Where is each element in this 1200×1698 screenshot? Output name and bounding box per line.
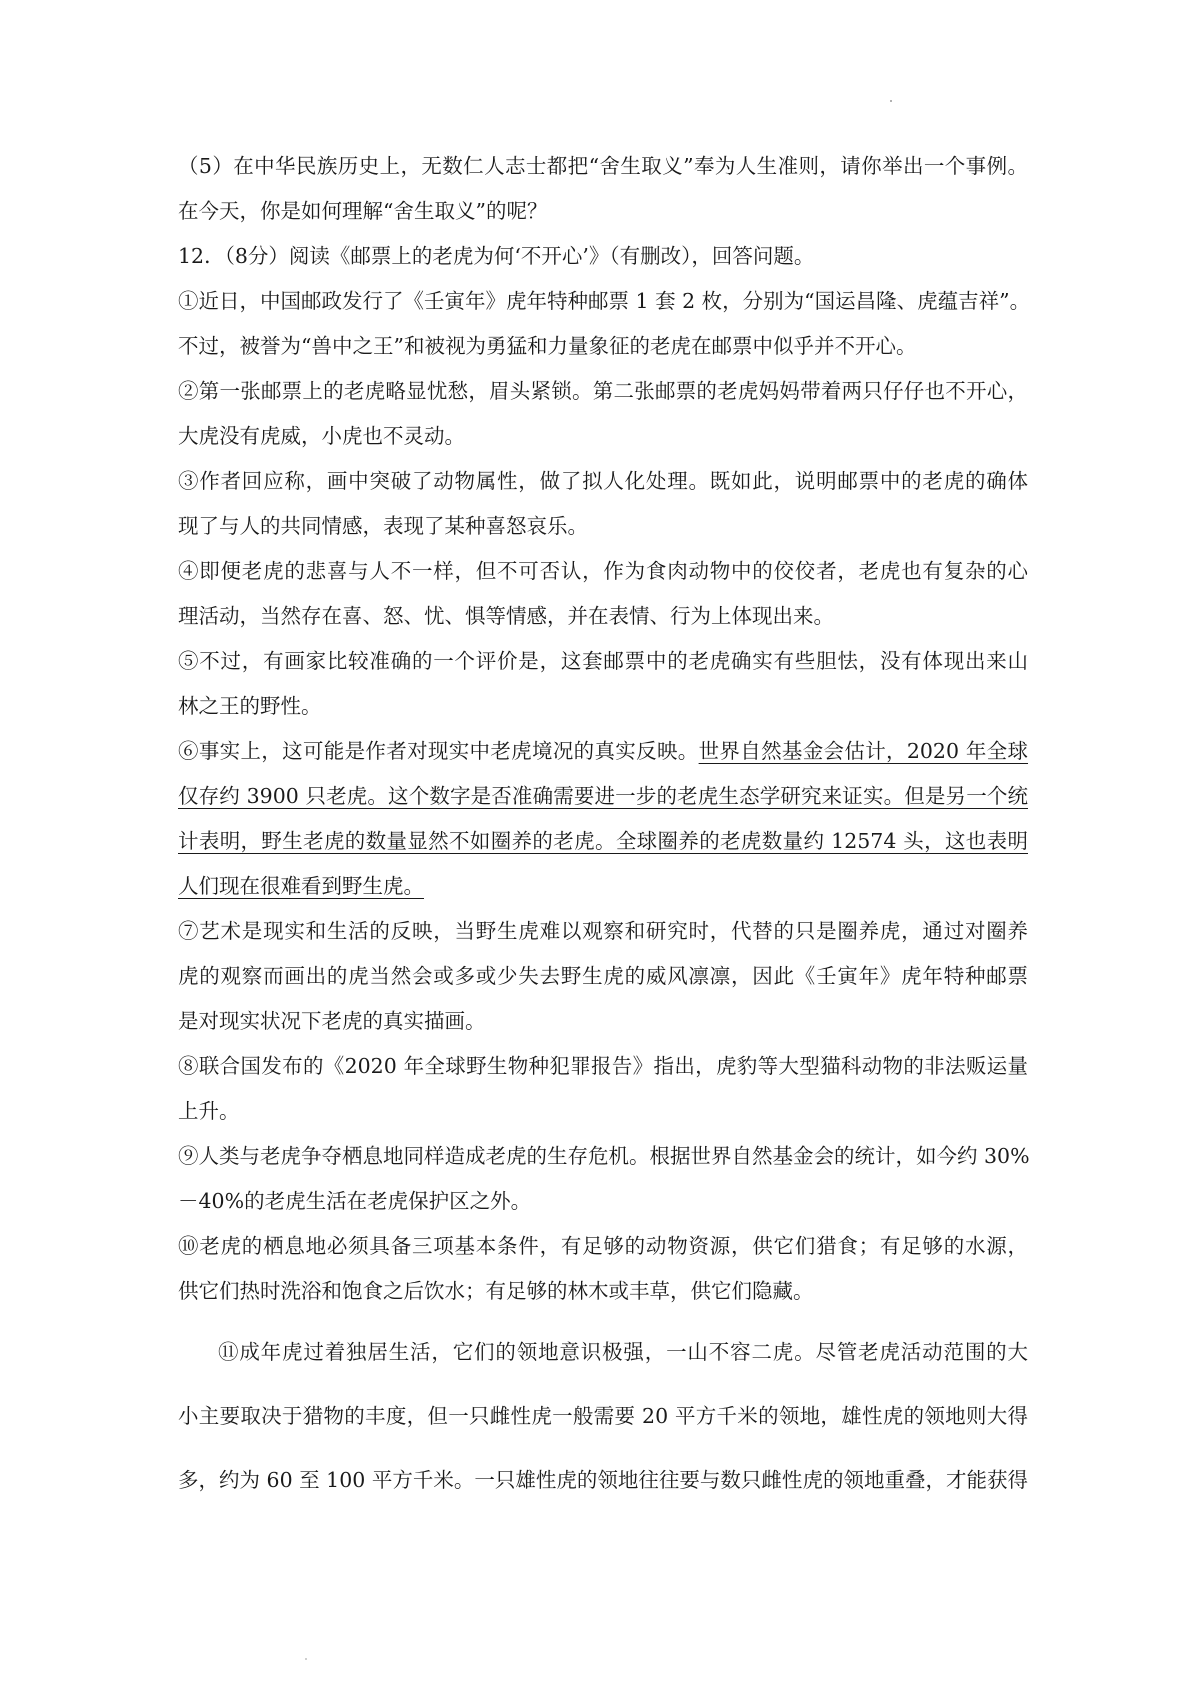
paragraph-5-line: ⑤不过，有画家比较准确的一个评价是，这套邮票中的老虎确实有些胆怯，没有体现出来山 bbox=[178, 649, 1028, 673]
paragraph-7-line: ⑦艺术是现实和生活的反映，当野生虎难以观察和研究时，代替的只是圈养虎，通过对圈养 bbox=[178, 919, 1028, 943]
underlined-passage: 仅存约 3900 只老虎。这个数字是否准确需要进一步的老虎生态学研究来证实。但是另一个统 bbox=[178, 784, 1028, 808]
question-5-line: 在今天，你是如何理解“舍生取义”的呢？ bbox=[178, 199, 548, 223]
paragraph-6-line bbox=[178, 780, 1028, 825]
paragraph-4-line: ④即便老虎的悲喜与人不一样，但不可否认，作为食肉动物中的佼佼者，老虎也有复杂的心 bbox=[178, 559, 1028, 583]
paragraph-11-line: 多，约为 60 至 100 平方千米。一只雄性虎的领地往往要与数只雌性虎的领地重叠，才能获得 bbox=[178, 1468, 1028, 1492]
paragraph-5-line: 林之王的野性。 bbox=[178, 694, 322, 718]
paragraph-4-line: 理活动，当然存在喜、怒、忧、惧等情感，并在表情、行为上体现出来。 bbox=[178, 604, 834, 628]
underlined-passage: 计表明，野生老虎的数量显然不如圈养的老虎。全球圈养的老虎数量约 12574 头，这也表明 bbox=[178, 829, 1028, 853]
paragraph-10-line: 供它们热时洗浴和饱食之后饮水；有足够的林木或丰草，供它们隐藏。 bbox=[178, 1279, 814, 1303]
paragraph-8-line: ⑧联合国发布的《2020 年全球野生物种犯罪报告》指出，虎豹等大型猫科动物的非法贩运量 bbox=[178, 1054, 1028, 1078]
paragraph-2-line: 大虎没有虎威，小虎也不灵动。 bbox=[178, 424, 465, 448]
scan-speck bbox=[305, 1658, 307, 1660]
paragraph-6-text: ⑥事实上，这可能是作者对现实中老虎境况的真实反映。 bbox=[178, 739, 699, 763]
paragraph-6-line bbox=[178, 825, 1028, 870]
paragraph-9-line: －40%的老虎生活在老虎保护区之外。 bbox=[178, 1189, 532, 1213]
paragraph-6-line bbox=[178, 870, 1028, 915]
underlined-passage: 人们现在很难看到野生虎。 bbox=[178, 874, 424, 898]
paragraph-8-line: 上升。 bbox=[178, 1099, 240, 1123]
question-12-heading: 12．（8分）阅读《邮票上的老虎为何‘不开心’》（有删改），回答问题。 bbox=[178, 244, 815, 268]
paragraph-6-line bbox=[178, 735, 1028, 780]
paragraph-1-line: 不过，被誉为“兽中之王”和被视为勇猛和力量象征的老虎在邮票中似乎并不开心。 bbox=[178, 334, 917, 358]
paragraph-11-line: ⑪成年虎过着独居生活，它们的领地意识极强，一山不容二虎。尽管老虎活动范围的大 bbox=[218, 1340, 1028, 1364]
paragraph-3-line: 现了与人的共同情感，表现了某种喜怒哀乐。 bbox=[178, 514, 588, 538]
scan-speck bbox=[890, 100, 892, 102]
paragraph-10-line: ⑩老虎的栖息地必须具备三项基本条件，有足够的动物资源，供它们猎食；有足够的水源， bbox=[178, 1234, 1028, 1258]
paragraph-7-line: 虎的观察而画出的虎当然会或多或少失去野生虎的威风凛凛，因此《壬寅年》虎年特种邮票 bbox=[178, 964, 1028, 988]
paragraph-1-line: ①近日，中国邮政发行了《壬寅年》虎年特种邮票 1 套 2 枚，分别为“国运昌隆、虎蕴吉祥”。 bbox=[178, 289, 1031, 313]
paragraph-2-line: ②第一张邮票上的老虎略显忧愁，眉头紧锁。第二张邮票的老虎妈妈带着两只仔仔也不开心， bbox=[178, 379, 1028, 403]
paragraph-9-line: ⑨人类与老虎争夺栖息地同样造成老虎的生存危机。根据世界自然基金会的统计，如今约 30% bbox=[178, 1144, 1030, 1168]
question-5-line: （5）在中华民族历史上，无数仁人志士都把“舍生取义”奉为人生准则，请你举出一个事例。 bbox=[178, 154, 1028, 178]
document-body bbox=[178, 150, 1031, 1512]
underlined-passage: 世界自然基金会估计，2020 年全球 bbox=[698, 739, 1029, 763]
paragraph-7-line: 是对现实状况下老虎的真实描画。 bbox=[178, 1009, 486, 1033]
paragraph-3-line: ③作者回应称，画中突破了动物属性，做了拟人化处理。既如此，说明邮票中的老虎的确体 bbox=[178, 469, 1028, 493]
paragraph-11-line: 小主要取决于猎物的丰度，但一只雌性虎一般需要 20 平方千米的领地，雄性虎的领地则大得 bbox=[178, 1404, 1028, 1428]
